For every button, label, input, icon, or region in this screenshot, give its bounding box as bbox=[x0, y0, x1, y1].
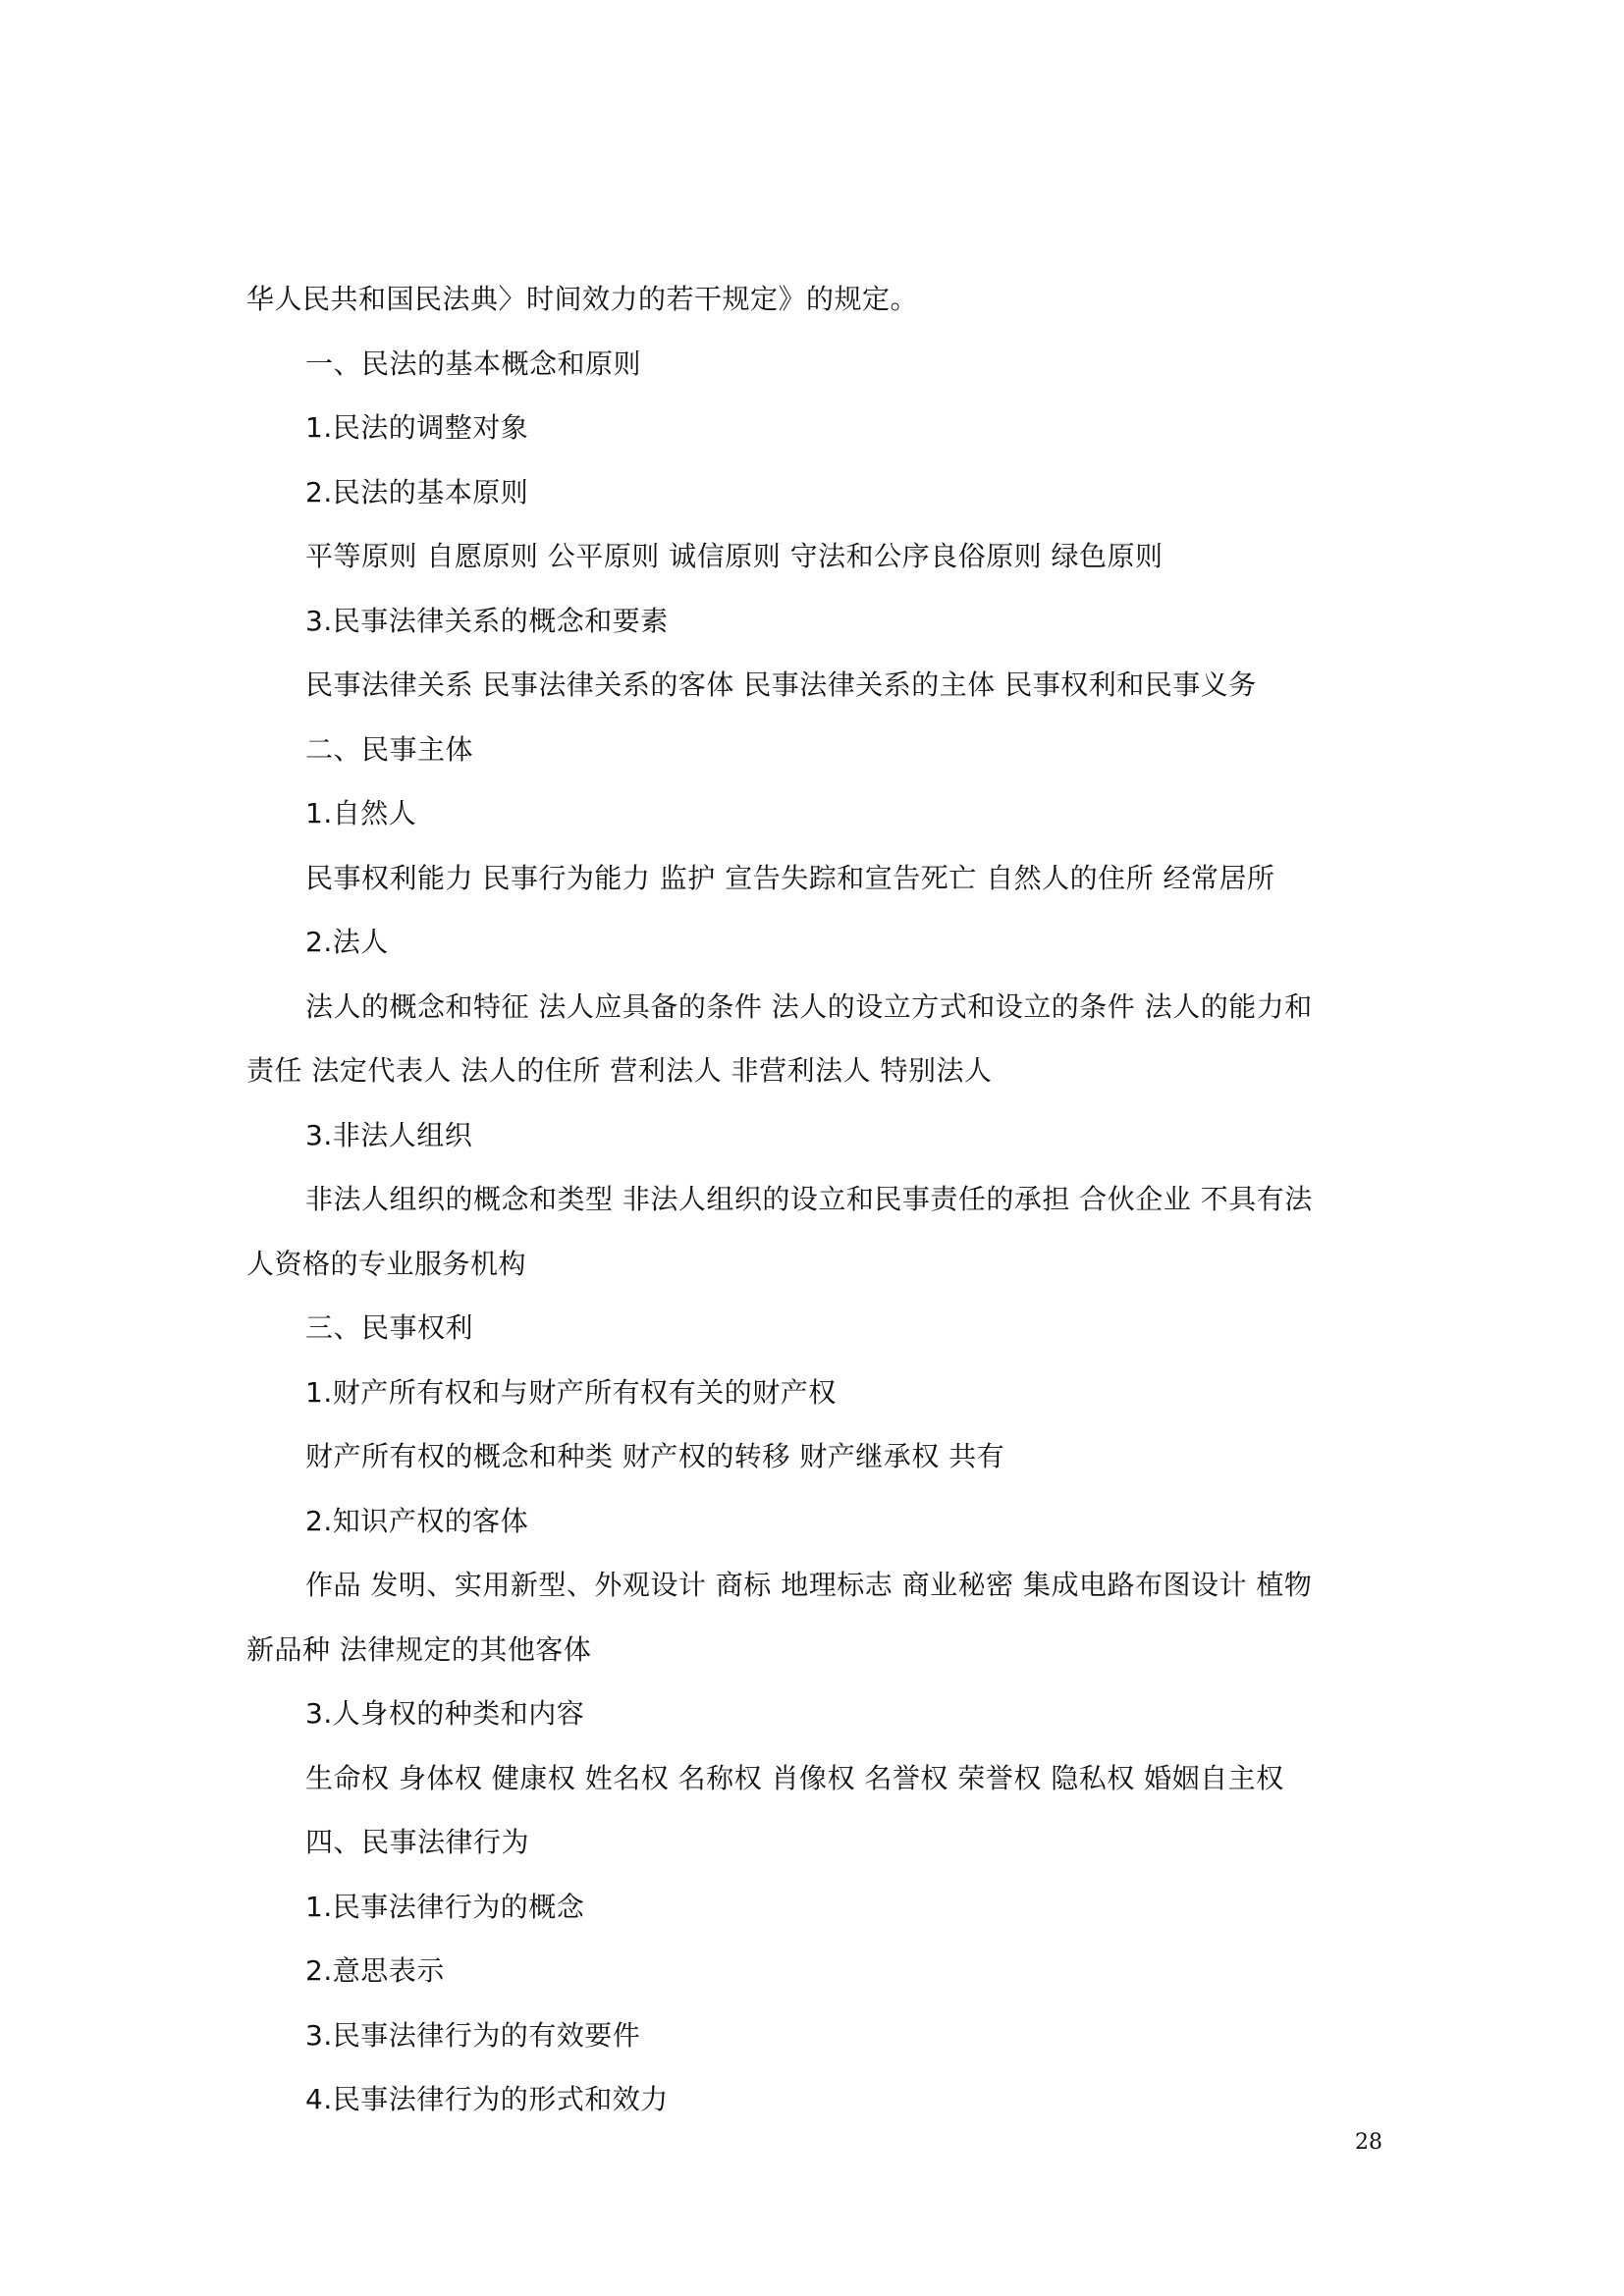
topic-list-continuation: 新品种 法律规定的其他客体 bbox=[246, 1632, 592, 1666]
section-heading: 四、民事法律行为 bbox=[305, 1826, 530, 1858]
subsection-heading: 3.人身权的种类和内容 bbox=[305, 1697, 585, 1730]
subsection-heading: 1.财产所有权和与财产所有权有关的财产权 bbox=[305, 1375, 837, 1409]
section-heading: 二、民事主体 bbox=[305, 732, 474, 766]
subsection-heading: 4.民事法律行为的形式和效力 bbox=[305, 2083, 669, 2115]
topic-list-line: 民事权利能力 民事行为能力 监护 宣告失踪和宣告死亡 自然人的住所 经常居所 bbox=[305, 861, 1275, 894]
topic-list-line: 非法人组织的概念和类型 非法人组织的设立和民事责任的承担 合伙企业 不具有法 bbox=[305, 1183, 1313, 1215]
section-heading: 三、民事权利 bbox=[305, 1311, 474, 1344]
topic-list-line: 平等原则 自愿原则 公平原则 诚信原则 守法和公序良俗原则 绿色原则 bbox=[305, 540, 1164, 572]
topic-list-line: 作品 发明、实用新型、外观设计 商标 地理标志 商业秘密 集成电路布图设计 植物 bbox=[305, 1569, 1313, 1601]
text-line: 华人民共和国民法典〉时间效力的若干规定》的规定。 bbox=[246, 283, 919, 315]
topic-list-line: 法人的概念和特征 法人应具备的条件 法人的设立方式和设立的条件 法人的能力和 bbox=[305, 989, 1313, 1023]
subsection-heading: 2.民法的基本原则 bbox=[305, 475, 529, 508]
subsection-heading: 1.民事法律行为的概念 bbox=[305, 1890, 585, 1923]
subsection-heading: 3.民事法律行为的有效要件 bbox=[305, 2018, 641, 2052]
subsection-heading: 2.意思表示 bbox=[305, 1954, 445, 1987]
subsection-heading: 3.非法人组织 bbox=[305, 1118, 473, 1151]
topic-list-line: 生命权 身体权 健康权 姓名权 名称权 肖像权 名誉权 荣誉权 隐私权 婚姻自主权 bbox=[305, 1761, 1284, 1794]
topic-list-line: 民事法律关系 民事法律关系的客体 民事法律关系的主体 民事权利和民事义务 bbox=[305, 668, 1257, 701]
subsection-heading: 2.知识产权的客体 bbox=[305, 1504, 529, 1537]
subsection-heading: 2.法人 bbox=[305, 926, 389, 958]
subsection-heading: 1.自然人 bbox=[305, 797, 417, 829]
topic-list-continuation: 责任 法定代表人 法人的住所 营利法人 非营利法人 特别法人 bbox=[246, 1054, 993, 1087]
topic-list-line: 财产所有权的概念和种类 财产权的转移 财产继承权 共有 bbox=[305, 1440, 1005, 1472]
page-body bbox=[246, 267, 1390, 2132]
subsection-heading: 1.民法的调整对象 bbox=[305, 411, 529, 444]
topic-list-continuation: 人资格的专业服务机构 bbox=[246, 1247, 527, 1280]
section-heading: 一、民法的基本概念和原则 bbox=[305, 347, 642, 380]
subsection-heading: 3.民事法律关系的概念和要素 bbox=[305, 604, 669, 637]
page-number: 28 bbox=[1355, 2130, 1382, 2155]
